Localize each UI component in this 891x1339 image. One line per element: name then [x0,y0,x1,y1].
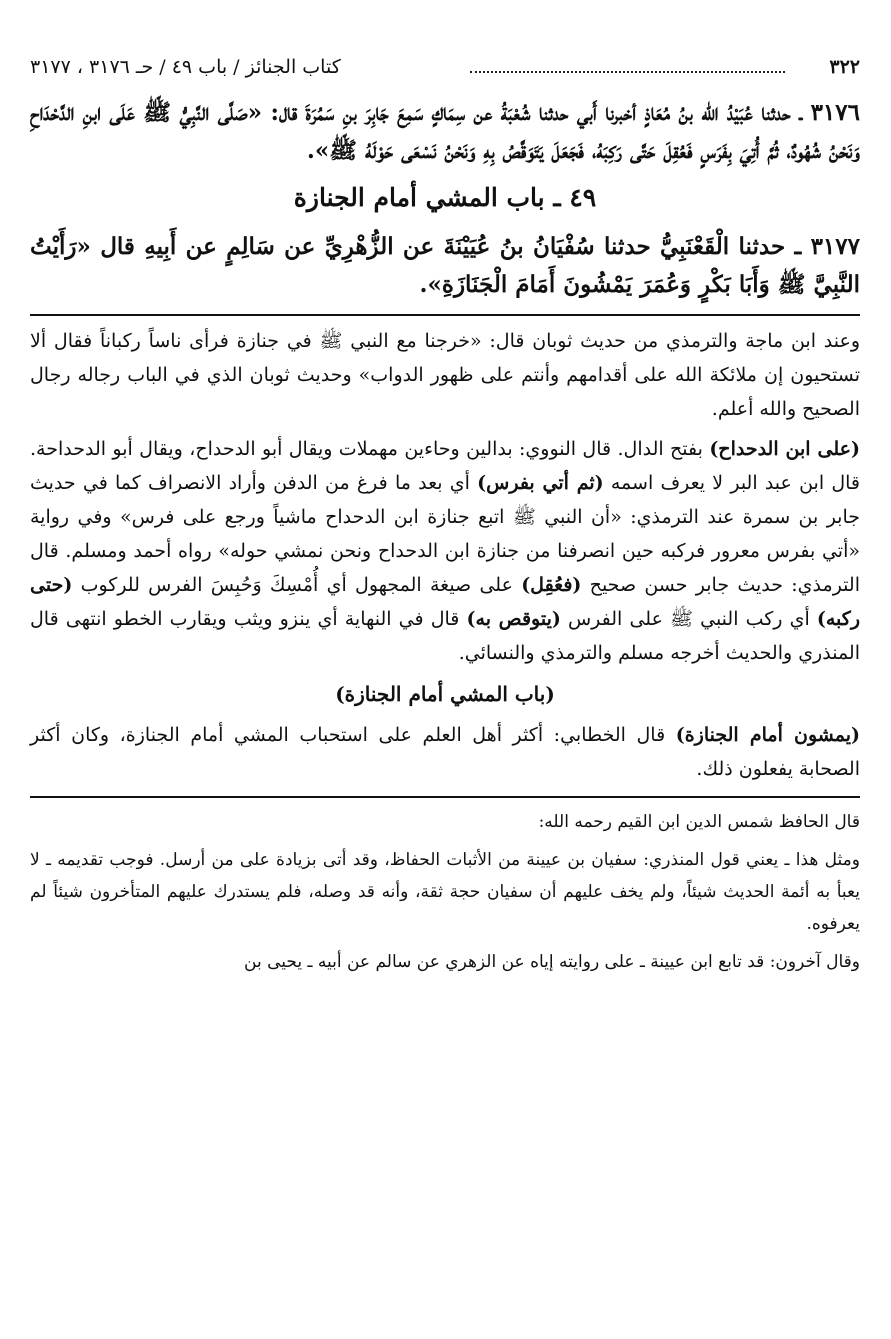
page-header [30,52,860,82]
commentary-text: بفتح الدال. قال النووي: بدالين وحاءين مهملات ويقال أبو الدحداح، ويقال أبو الدحداحة. قال ابن عبد البر لا يعرف اسمه [30,438,861,494]
commentary-text: أي بعد ما فرغ من الدفن وأراد الانصراف كما في حديث جابر بن سمرة عند الترمذي: «أن النبي ﷺ اتبع جنازة ابن الدحداح ماشياً ورجع على فرس» وفي رواية «أتي بفرس معرور فركبه حين انصرفنا من جنازة ابن الدحداح ونحن نمشي حوله» رواه أحمد ومسلم. قال الترمذي: حديث جابر حسن صحيح [30,472,860,596]
hadith-3177: ٣١٧٧ ـ حدثنا الْقَعْنَبِيُّ حدثنا سُفْيَانُ بنُ عُيَيْنَةَ عن الزُّهْرِيِّ عن سَالِمٍ عن أَبِيهِ قال «رَأَيْتُ النَّبِيَّ ﷺ وَأَبَا بَكْرٍ وَعُمَرَ يَمْشُونَ أَمَامَ الْجَنَازَةِ». [30,233,860,298]
commentary-term: (فعُقِل) [521,574,582,596]
commentary-text: على صيغة المجهول أي أُمْسِكَ وَحُبِسَ الفرس للركوب [72,574,522,596]
commentary-text: قال في النهاية أي ينزو ويثب ويقارب الخطو انتهى قال المنذري والحديث أخرجه مسلم والترمذي والنسائي. [30,608,860,664]
commentary-term: (ثم أتي بفرس) [477,472,604,494]
book-page [30,52,860,978]
chapter-title: ٤٩ ـ باب المشي أمام الجنازة [293,183,597,212]
commentary-term: (يمشون أمام الجنازة) [675,724,860,746]
commentary-term: (على ابن الدحداح) [709,438,860,460]
commentary-text: قال الخطابي: أكثر أهل العلم على استحباب المشي أمام الجنازة، وكان أكثر الصحابة يفعلون ذلك. [30,724,860,780]
commentary-paragraph-1: وعند ابن ماجة والترمذي من حديث ثوبان قال: «خرجنا مع النبي ﷺ في جنازة فرأى ناساً ركباناً فقال ألا تستحيون إن ملائكة الله على أقدامهم وأنتم على ظهور الدواب» وحديث ثوبان الذي في الباب رجاله رجال الصحيح والله أعلم. [30,330,860,420]
section-divider [30,314,860,316]
hadith-3176: ٣١٧٦ ـ حدثنا عُبَيْدُ الله بنُ مُعَاذٍ أخبرنا أَبي حدثنا شُعْبَةُ عن سِمَاكٍ سَمِعَ جَابِرَ بنِ سَمُرَةَ قال: «صَلَّى النَّبِيُّ ﷺ عَلَى ابنِ الدَّحْدَاحِ وَنَحْنُ شُهُودٌ، ثُمَّ أُتِيَ بِفَرَسٍ فَعُقِلَ حَتَّى رَكِبَهُ، فَجَعَلَ يَتَوَقَّصُ بِهِ وَنَحْنُ نَسْعَى حَوْلَهُ ﷺ». [30,99,860,164]
running-title: كتاب الجنائز / باب ٤٩ / حـ ٣١٧٦ ، ٣١٧٧ [30,56,341,78]
footnote-divider [30,796,860,798]
ibn-qayyim-paragraph-2: وقال آخرون: قد تابع ابن عيينة ـ على روايته إياه عن الزهري عن سالم عن أبيه ـ يحيى بن [244,952,860,972]
ibn-qayyim-paragraph-1: ومثل هذا ـ يعني قول المنذري: سفيان بن عيينة من الأثبات الحفاظ، وقد أتى بزيادة على من أرسل. فوجب تقديمه ـ لا يعبأ به أئمة الحديث شيئاً، ولم يخف عليهم أن سفيان حجة ثقة، وأنه قد وصله، فلم يستدرك عليهم المتأخرون شيئاً لم يعرفوه. [30,850,860,934]
commentary-term: (يتوقص به) [466,608,561,630]
commentary-term: (حتى ركبه) [30,574,860,630]
commentary-text: أي ركب النبي ﷺ على الفرس [560,608,817,630]
page-number: ٣٢٢ [829,56,860,78]
ibn-qayyim-intro: قال الحافظ شمس الدين ابن القيم رحمه الله: [538,812,860,832]
commentary-paragraph-3 [30,718,860,786]
commentary-paragraph-2 [30,432,860,670]
header-dot-leader [470,71,785,73]
commentary-sub-heading: (باب المشي أمام الجنازة) [335,682,555,706]
